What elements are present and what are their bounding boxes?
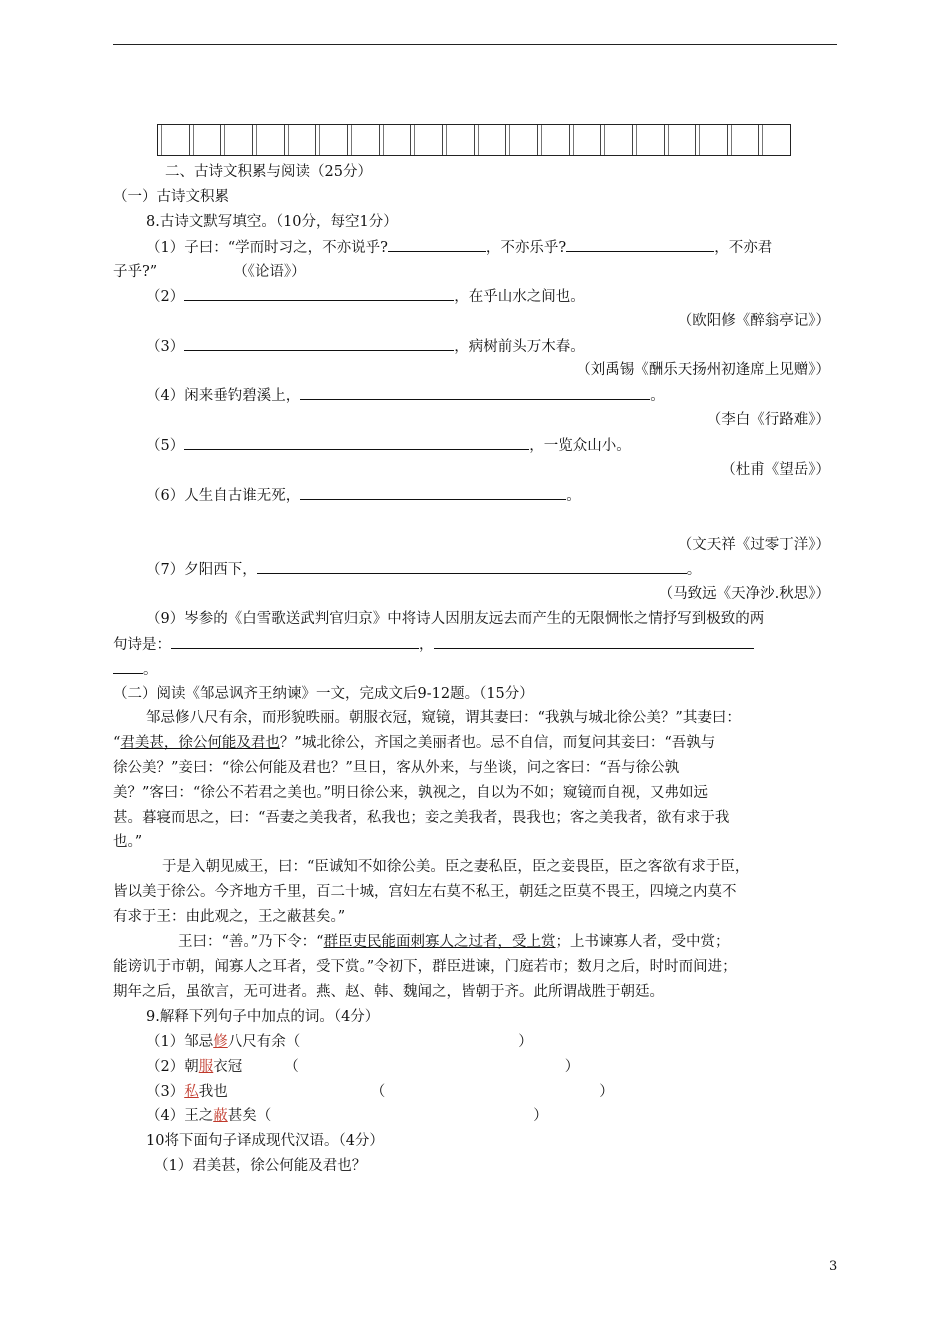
grid-cell[interactable] xyxy=(380,125,412,155)
grid-cell[interactable] xyxy=(696,125,728,155)
q9-stem: 9.解释下列句子中加点的词。（4分） xyxy=(146,1009,380,1025)
page-number: 3 xyxy=(829,1259,838,1274)
item-text: 八尺有余（ xyxy=(227,1034,301,1050)
source-citation: （《论语》） xyxy=(233,264,306,280)
passage-line: 美？”客曰：“徐公不若君之美也。”明日徐公来，孰视之，自以为不如；窥镜而自视，又弗如远 xyxy=(113,785,708,801)
grid-cell[interactable] xyxy=(506,125,538,155)
dotted-word: 服 xyxy=(198,1059,214,1075)
item-text: （ xyxy=(284,1059,299,1075)
passage-text: ？”城北徐公，齐国之美丽者也。忌不自信，而复问其妾曰：“吾孰与 xyxy=(279,735,716,751)
q9-item2 xyxy=(146,1057,579,1077)
item-text: （7）夕阳西下， xyxy=(146,562,257,578)
dotted-word: 私 xyxy=(184,1084,199,1100)
item-text: 句诗是： xyxy=(113,637,171,653)
passage-line: “君美甚，徐公何能及君也？”城北徐公，齐国之美丽者也。忌不自信，而复问其妾曰：“吾孰与 xyxy=(113,735,716,751)
item-text: ，病树前头万木春。 xyxy=(454,339,585,355)
grid-cell[interactable] xyxy=(570,125,602,155)
answer-blank[interactable] xyxy=(257,559,687,574)
header-rule xyxy=(113,44,837,45)
item-text: （3） xyxy=(146,1084,185,1100)
underlined-sentence: 群臣吏民能面刺寡人之过者，受上赏 xyxy=(323,934,556,950)
item-text: （4）闲来垂钓碧溪上， xyxy=(146,388,301,404)
item-text: 甚矣（ xyxy=(227,1108,272,1124)
q10-stem: 10将下面句子译成现代汉语。（4分） xyxy=(146,1133,384,1149)
source-citation: （文天祥《过零丁洋》） xyxy=(677,537,830,553)
passage-line: 能谤讥于市朝，闻寡人之耳者，受下赏。”令初下，群臣进谏，门庭若市；数月之后，时时而间进； xyxy=(113,959,737,975)
answer-blank[interactable] xyxy=(566,237,714,252)
grid-cell[interactable] xyxy=(443,125,475,155)
passage-line: 邹忌修八尺有余，而形貌昳丽。朝服衣冠，窥镜，谓其妻曰：“我孰与城北徐公美？”其妻曰： xyxy=(146,710,741,726)
answer-blank[interactable] xyxy=(171,634,419,649)
grid-cell[interactable] xyxy=(348,125,380,155)
q8-item9-cont xyxy=(113,634,754,655)
item-text: （6）人生自古谁无死， xyxy=(146,488,301,504)
q10-sentence: （1）君美甚，徐公何能及君也？ xyxy=(154,1158,367,1174)
grid-cell[interactable] xyxy=(190,125,222,155)
answer-blank[interactable] xyxy=(434,634,754,649)
answer-blank[interactable] xyxy=(388,237,486,252)
q9-item4 xyxy=(146,1106,548,1126)
answer-blank[interactable] xyxy=(300,485,566,500)
q8-item3 xyxy=(146,336,585,357)
grid-cell[interactable] xyxy=(253,125,285,155)
q8-item4 xyxy=(146,385,665,406)
passage-line: 也。” xyxy=(113,834,143,850)
item-text: ，在乎山水之间也。 xyxy=(454,289,585,305)
grid-cell[interactable] xyxy=(475,125,507,155)
item-text: ， xyxy=(419,637,434,653)
grid-cell[interactable] xyxy=(601,125,633,155)
answer-grid xyxy=(157,124,791,156)
item-text: ） xyxy=(533,1108,548,1124)
passage-text: 王曰：“善。”乃下令：“ xyxy=(178,934,324,950)
item-text: ） xyxy=(599,1084,614,1100)
q8-item5 xyxy=(146,435,631,456)
q8-item2 xyxy=(146,286,585,307)
source-citation: （杜甫《望岳》） xyxy=(721,462,830,478)
grid-cell[interactable] xyxy=(221,125,253,155)
grid-cell[interactable] xyxy=(633,125,665,155)
passage-line: 期年之后，虽欲言，无可进者。燕、赵、韩、魏闻之，皆朝于齐。此所谓战胜于朝廷。 xyxy=(113,984,664,1000)
q8-item9: （9）岑参的《白雪歌送武判官归京》中将诗人因朋友远去而产生的无限惆怅之情抒写到极致的两 xyxy=(146,611,765,627)
passage-line: 有求于王：由此观之，王之蔽甚矣。” xyxy=(113,909,346,925)
q8-item6 xyxy=(146,485,581,506)
item-text: （2）朝 xyxy=(146,1059,199,1075)
source-citation: （马致远《天净沙.秋思》） xyxy=(658,586,830,602)
q8-item1-text: 子乎?” xyxy=(113,264,158,280)
grid-cell[interactable] xyxy=(316,125,348,155)
item-text: ，一览众山小。 xyxy=(529,438,631,454)
item-number: （3） xyxy=(146,339,185,355)
item-text: （ xyxy=(370,1084,386,1100)
passage-line: 于是入朝见威王，曰：“臣诚知不如徐公美。臣之妻私臣，臣之妾畏臣，臣之客欲有求于臣， xyxy=(162,859,750,875)
passage-line: 徐公美？”妾曰：“徐公何能及君也？”旦日，客从外来，与坐谈，问之客曰：“吾与徐公孰 xyxy=(113,760,680,776)
answer-blank[interactable] xyxy=(184,286,454,301)
passage-line: 甚。暮寝而思之，曰：“吾妻之美我者，私我也；妾之美我者，畏我也；客之美我者，欲有求于我 xyxy=(113,810,730,826)
answer-blank[interactable] xyxy=(113,659,143,674)
item-text: （1）邹忌 xyxy=(146,1034,214,1050)
grid-cell[interactable] xyxy=(158,125,190,155)
item-text: 。 xyxy=(143,662,158,678)
item-number: （2） xyxy=(146,289,185,305)
source-citation: （李白《行路难》） xyxy=(706,412,830,428)
item-text: 。 xyxy=(566,488,581,504)
passage-text: ；上书谏寡人者，受中赏； xyxy=(555,934,730,950)
passage-line xyxy=(178,932,730,952)
grid-cell[interactable] xyxy=(285,125,317,155)
source-citation: （欧阳修《醉翁亭记》） xyxy=(677,313,830,329)
dotted-word: 蔽 xyxy=(213,1108,228,1124)
section-title: 二、古诗文积累与阅读（25分） xyxy=(165,164,372,180)
q8-item9-cont2 xyxy=(113,659,158,680)
item-text: 。 xyxy=(650,388,665,404)
part1-title: （一）古诗文积累 xyxy=(113,189,229,205)
q9-item3 xyxy=(146,1082,614,1102)
item-text: ） xyxy=(564,1059,580,1075)
grid-cell[interactable] xyxy=(411,125,443,155)
item-text: 。 xyxy=(686,562,702,578)
q8-item1 xyxy=(146,237,772,258)
answer-blank[interactable] xyxy=(300,385,650,400)
grid-cell[interactable] xyxy=(728,125,760,155)
q8-item1-text: ，不亦乐乎? xyxy=(485,240,567,256)
q8-item7 xyxy=(146,559,701,580)
underlined-sentence: 君美甚，徐公何能及君也 xyxy=(120,735,280,751)
part2-title: （二）阅读《邹忌讽齐王纳谏》一文，完成文后9-12题。（15分） xyxy=(113,686,534,702)
item-text: 我也 xyxy=(198,1084,228,1100)
source-citation: （刘禹锡《酬乐天扬州初逢席上见赠》） xyxy=(576,362,830,378)
grid-cell[interactable] xyxy=(759,125,790,155)
q8-item1-text: ，不亦君 xyxy=(714,240,773,256)
q8-stem: 8.古诗文默写填空。（10分，每空1分） xyxy=(146,214,398,230)
item-text: （4）王之 xyxy=(146,1108,214,1124)
q8-item1-cont xyxy=(113,262,306,282)
q9-item1 xyxy=(146,1032,533,1052)
item-text: 衣冠 xyxy=(213,1059,243,1075)
answer-blank[interactable] xyxy=(184,336,454,351)
passage-line: 皆以美于徐公。今齐地方千里，百二十城，宫妇左右莫不私王，朝廷之臣莫不畏王，四境之内莫不 xyxy=(113,884,737,900)
grid-cell[interactable] xyxy=(538,125,570,155)
item-text: ） xyxy=(518,1034,533,1050)
item-number: （5） xyxy=(146,438,185,454)
dotted-word: 修 xyxy=(213,1034,228,1050)
answer-blank[interactable] xyxy=(184,435,529,450)
grid-cell[interactable] xyxy=(665,125,697,155)
q8-item1-text: （1）子曰：“学而时习之，不亦说乎? xyxy=(146,240,388,256)
